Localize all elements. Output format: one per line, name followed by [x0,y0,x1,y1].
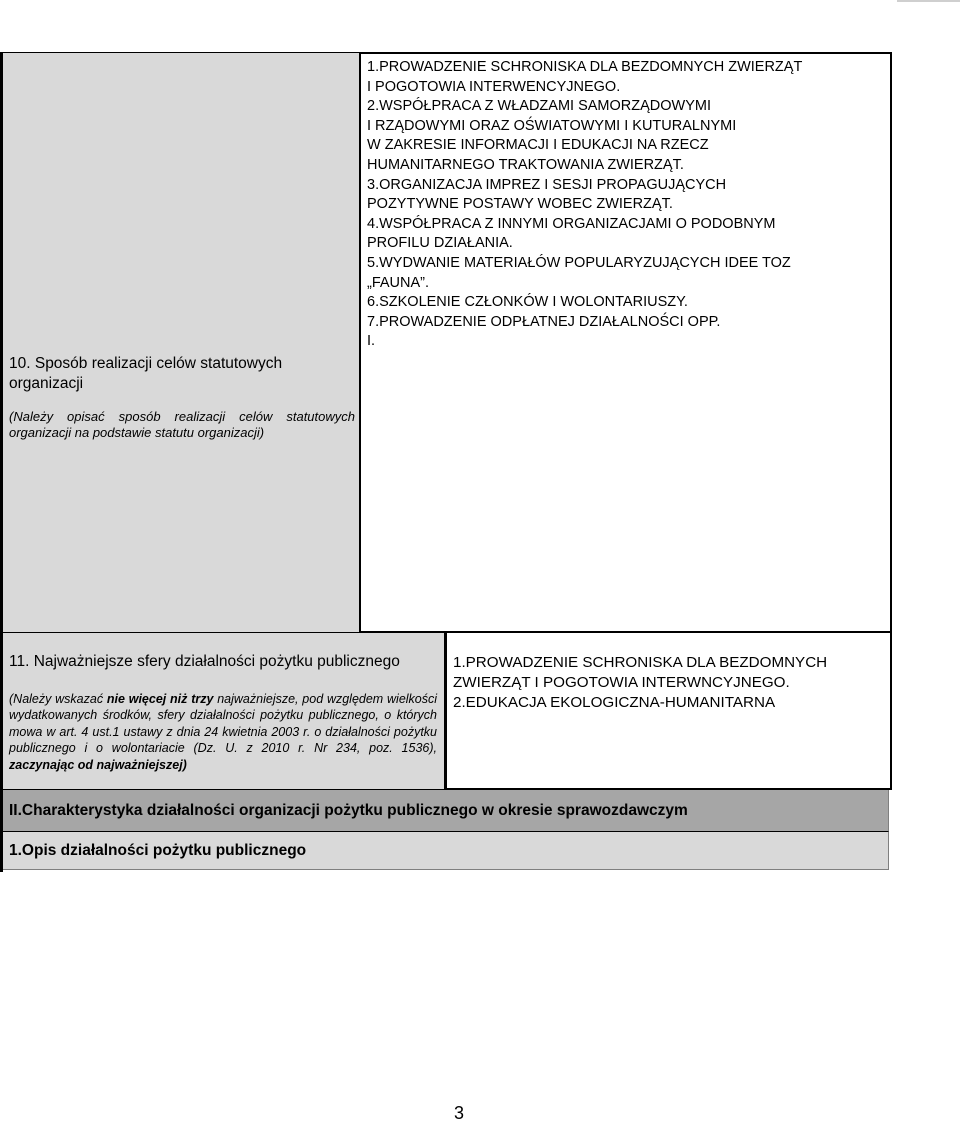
top-right-rule [897,0,960,2]
section2-header [3,790,889,832]
row11-label-cell [3,633,445,790]
row10-value-line: HUMANITARNEGO TRAKTOWANIA ZWIERZĄT. [367,156,684,173]
row10-label-line: 10. Sposób realizacji celów statutowych [9,355,283,372]
row10-value-line: I RZĄDOWYMI ORAZ OŚWIATOWYMI I KUTURALNYMI [367,117,737,134]
page-number: 3 [454,1103,465,1123]
row10-value-line: I. [367,333,376,350]
section2-title: II.Charakterystyka działalności organizacji pożytku publicznego w okresie sprawozdawczym [9,802,688,819]
row11-value-line: 2.EDUKACJA EKOLOGICZNA-HUMANITARNA [453,693,776,711]
row11-value-text [453,653,883,712]
row10-value-cell [359,52,892,633]
row10-value-line: 1.PROWADZENIE SCHRONISKA DLA BEZDOMNYCH ZWIERZĄT [367,59,803,75]
row10-value-line: I POGOTOWIA INTERWENCYJNEGO. [367,78,621,95]
row10-value-line: 6.SZKOLENIE CZŁONKÓW I WOLONTARIUSZY. [367,294,688,311]
row11-value-line: 1.PROWADZENIE SCHRONISKA DLA BEZDOMNYCH [453,654,828,671]
row11-note-bold-end: zaczynając od najważniejszej) [9,757,187,772]
row10-label-title [9,354,282,394]
row11-value-cell [445,633,892,790]
subsection1-title: 1.Opis działalności pożytku publicznego [9,842,307,859]
row10-value-line: W ZAKRESIE INFORMACJI I EDUKACJI NA RZECZ [367,137,709,154]
row10-value-line: PROFILU DZIAŁANIA. [367,235,513,252]
row10-value-line: 7.PROWADZENIE ODPŁATNEJ DZIAŁALNOŚCI OPP. [367,313,721,330]
row10-label-note: (Należy opisać sposób realizacji celów statutowych organizacji na podstawie statutu organizacji) [9,409,355,440]
row10-label-line: organizacji [9,375,84,392]
row11-note-bold: nie więcej niż trzy [106,692,214,706]
row11-note-prefix: (Należy wskazać [9,692,107,706]
row10-value-line: 4.WSPÓŁPRACA Z INNYMI ORGANIZACJAMI O PODOBNYM [367,215,776,232]
row11-value-line: ZWIERZĄT I POGOTOWIA INTERWNCYJNEGO. [453,673,790,691]
row11-note-middle: najważniejsze, pod względem wielkości wydatkowanych środków, sfery działalności pożytku publicznego, o których mowa w art. 4 ust.1 ustawy z dnia 24 kwietnia 2003 r. o działalności pożytku publicznego i o wolontariacie (Dz. U. z 2010 r. Nr 234, poz. 1536), [9,692,438,756]
subsection1-header [3,832,889,870]
row10-value-text [367,58,887,352]
row10-value-line: 3.ORGANIZACJA IMPREZ I SESJI PROPAGUJĄCYCH [367,176,727,193]
row10-value-line: POZYTYWNE POSTAWY WOBEC ZWIERZĄT. [367,196,673,213]
row10-value-line: 2.WSPÓŁPRACA Z WŁADZAMI SAMORZĄDOWYMI [367,98,712,115]
row10-label-cell [3,52,359,633]
row10-value-line: 5.WYDWANIE MATERIAŁÓW POPULARYZUJĄCYCH IDEE TOZ [367,254,791,271]
row11-label-title: 11. Najważniejsze sfery działalności pożytku publicznego [9,653,400,670]
row11-label-note [9,691,437,773]
row10-value-line: „FAUNA”. [367,274,430,291]
